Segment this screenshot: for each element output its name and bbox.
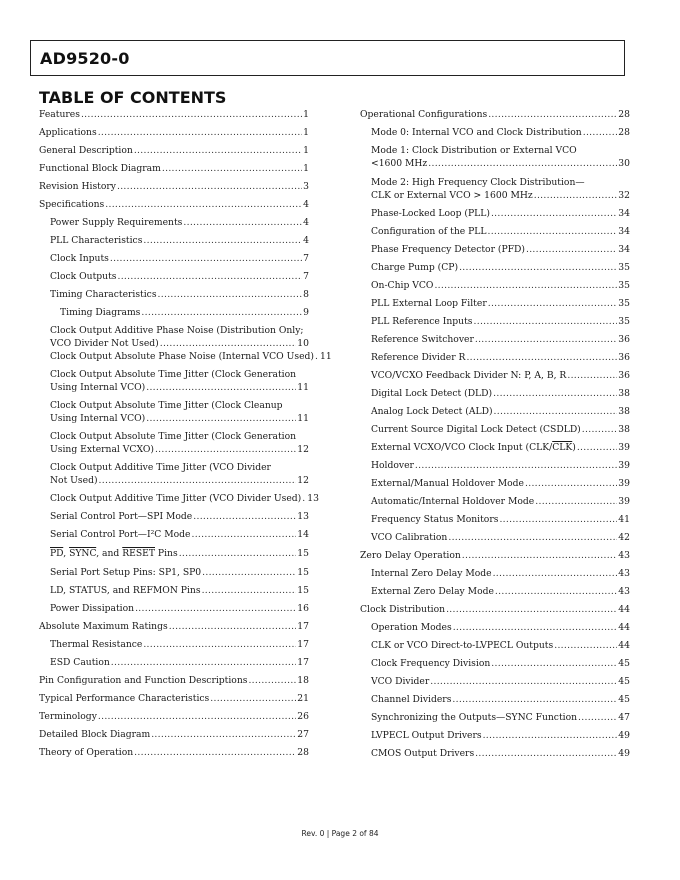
toc-entry-title: Internal Zero Delay Mode [371,568,492,579]
toc-entry[interactable] [360,513,630,526]
toc-page-number: 13 [297,511,309,522]
dot-leader [143,638,296,651]
toc-page-number: 18 [297,675,309,686]
toc-entry-title: Reference Divider R [371,352,466,363]
dot-leader [491,657,617,670]
toc-page-number: 14 [297,529,309,540]
toc-entry-title: External/Manual Holdover Mode [371,478,524,489]
toc-entry[interactable] [39,547,309,560]
toc-page-number: 21 [297,693,309,704]
toc-entry[interactable] [360,729,630,742]
toc-entry-title: Clock Output Additive Time Jitter (VCO Divider Used) [50,493,302,504]
dot-leader [110,252,302,265]
dot-leader [151,728,296,741]
toc-entry[interactable] [360,657,630,670]
toc-entry-title-part: $\overline{CLK}$ [552,442,573,453]
dot-leader [146,381,296,394]
toc-entry[interactable] [360,441,630,454]
toc-entry-title: Features [39,109,80,120]
dot-leader [117,270,302,283]
toc-entry-title: Using External VCXO) [50,444,154,455]
toc-page-number: 17 [297,639,309,650]
dot-leader [487,225,617,238]
toc-entry-title: Clock Output Additive Phase Noise (Distribution Only; [50,325,304,336]
toc-entry-title: Typical Performance Characteristics [39,693,210,704]
toc-entry-title: Using Internal VCO) [50,413,146,424]
dot-leader [488,297,618,310]
document-header [30,40,625,76]
toc-page-number: 42 [618,532,630,543]
toc-entry[interactable] [39,528,309,541]
dot-leader [430,675,617,688]
toc-entry[interactable] [360,333,630,346]
toc-entry[interactable] [360,495,630,508]
toc-entry[interactable] [39,252,309,265]
toc-entry[interactable] [360,369,630,382]
toc-page-number: 11 [297,382,309,393]
dot-leader [415,459,617,472]
dot-leader [169,620,297,633]
toc-entry[interactable] [39,728,309,741]
toc-entry[interactable] [39,461,309,487]
dot-leader [134,746,296,759]
toc-entry-title: On-Chip VCO [371,280,434,291]
toc-entry[interactable] [360,243,630,256]
toc-page-number: 43 [618,586,630,597]
toc-entry[interactable] [360,711,630,724]
toc-entry[interactable] [39,746,309,759]
toc-entry-title: Phase Frequency Detector (PFD) [371,244,525,255]
toc-page-number: 43 [618,550,630,561]
toc-entry-title: Automatic/Internal Holdover Mode [371,496,535,507]
toc-entry-title: Digital Lock Detect (DLD) [371,388,493,399]
toc-entry[interactable] [39,198,309,211]
dot-leader [526,243,617,256]
dot-leader [105,198,302,211]
toc-entry-title: Clock Output Absolute Time Jitter (Clock Generation [50,369,297,380]
toc-entry-title: Operational Configurations [360,109,488,120]
toc-entry[interactable] [39,162,309,175]
toc-page-number: 44 [618,604,630,615]
toc-entry-title [50,547,178,560]
dot-leader [193,510,296,523]
toc-entry-title: PLL Reference Inputs [371,316,473,327]
toc-entry-title: Not Used) [50,475,98,486]
toc-page-number: 36 [618,334,630,345]
dot-leader [117,180,302,193]
toc-entry-title: Phase-Locked Loop (PLL) [371,208,490,219]
toc-entry-title: Power Dissipation [50,603,135,614]
toc-entry[interactable] [39,430,309,456]
dot-leader [462,549,618,562]
toc-page-number: 15 [297,585,309,596]
toc-page-number: 30 [618,158,630,169]
toc-page-number: 41 [618,514,630,525]
toc-entry[interactable] [39,710,309,723]
toc-page-number: 1 [303,163,309,174]
toc-page-number: 1 [303,127,309,138]
dot-leader [202,566,296,579]
toc-entry[interactable] [360,531,630,544]
dot-leader [146,412,296,425]
dot-leader [534,189,618,202]
toc-entry[interactable] [360,108,630,121]
toc-page-number: 32 [618,190,630,201]
toc-entry-title: VCO Calibration [371,532,448,543]
toc-page-number: 11 [297,413,309,424]
toc-entry-title: External Zero Delay Mode [371,586,494,597]
toc-page-number: 35 [618,262,630,273]
dot-leader [158,288,303,301]
toc-entry-title: Terminology [39,711,97,722]
toc-entry-title: CMOS Output Drivers [371,748,475,759]
toc-entry-title: Theory of Operation [39,747,134,758]
toc-page-number: 4 [303,199,309,210]
toc-entry[interactable] [39,350,332,363]
dot-leader [491,207,617,220]
toc-page-number: 8 [303,289,309,300]
toc-page-number: 10 [297,338,309,349]
toc-entry-title: Clock Outputs [50,271,117,282]
toc-entry-title-part: External VCXO/VCO Clock Input (CLK/ [371,442,553,453]
dot-leader [493,567,618,580]
toc-entry[interactable] [39,584,309,597]
toc-entry-title: Reference Switchover [371,334,474,345]
toc-page-number: 28 [618,109,630,120]
dot-leader [98,126,302,139]
toc-entry[interactable] [39,180,309,193]
toc-entry-title: Serial Control Port—I²C Mode [50,529,191,540]
toc-entry-title: PLL Characteristics [50,235,143,246]
toc-entry-title: Revision History [39,181,116,192]
toc-page-number: 34 [618,208,630,219]
toc-entry-title: Clock Inputs [50,253,109,264]
dot-leader [315,350,319,363]
dot-leader [179,547,297,560]
toc-entry[interactable] [360,621,630,634]
dot-leader [578,711,617,724]
toc-entry-title: LVPECL Output Drivers [371,730,482,741]
toc-entry[interactable] [39,656,309,669]
toc-page-number: 28 [297,747,309,758]
dot-leader [494,405,618,418]
toc-page-number: 38 [618,406,630,417]
toc-entry-title: ESD Caution [50,657,110,668]
toc-page-number: 13 [307,493,319,504]
toc-page-number: 15 [297,567,309,578]
toc-page-number: 35 [618,298,630,309]
toc-entry[interactable] [39,108,309,121]
dot-leader [141,306,302,319]
toc-entry[interactable] [360,675,630,688]
toc-entry-title: CLK or External VCO > 1600 MHz [371,190,533,201]
toc-page-number: 26 [297,711,309,722]
toc-entry[interactable] [360,315,630,328]
dot-leader [434,279,617,292]
toc-page-number: 9 [303,307,309,318]
toc-page-number: 39 [618,442,630,453]
toc-entry[interactable] [39,602,309,615]
dot-leader [183,216,302,229]
toc-entry-title: Timing Diagrams [60,307,141,318]
toc-entry[interactable] [360,549,630,562]
dot-leader [302,492,306,505]
toc-page-number: 45 [618,658,630,669]
dot-leader [143,234,302,247]
toc-entry[interactable] [39,692,309,705]
toc-entry[interactable] [360,603,630,616]
page-footer: Rev. 0 | Page 2 of 84 [301,829,379,838]
toc-entry-title: General Description [39,145,133,156]
toc-entry[interactable] [360,405,630,418]
dot-leader [155,443,296,456]
toc-page-number: 1 [303,109,309,120]
toc-entry[interactable] [39,674,309,687]
toc-entry[interactable] [360,126,630,139]
dot-leader [475,333,617,346]
toc-entry[interactable] [360,747,630,760]
toc-page-number: 44 [618,640,630,651]
toc-page-number: 35 [618,280,630,291]
toc-entry[interactable] [360,585,630,598]
toc-page-number: 17 [297,657,309,668]
toc-page-number: 34 [618,244,630,255]
toc-entry-title: Current Source Digital Lock Detect (CSDLD) [371,424,581,435]
toc-entry[interactable] [39,399,309,425]
toc-entry[interactable] [360,459,630,472]
toc-entry-title: Thermal Resistance [50,639,143,650]
toc-entry-title: Synchronizing the Outputs—SYNC Function [371,712,578,723]
document-id: AD9520-0 [40,49,130,68]
toc-entry[interactable] [360,351,630,364]
toc-entry-title: CLK or VCO Direct-to-LVPECL Outputs [371,640,554,651]
toc-entry[interactable] [360,144,630,170]
toc-entry-title-part: $\overline{PD}$ [50,548,64,559]
toc-entry-title [371,441,576,454]
toc-entry[interactable] [39,144,309,157]
toc-entry-title: Holdover [371,460,414,471]
toc-page-number: 44 [618,622,630,633]
toc-entry-title-part: RESET [122,548,155,559]
toc-entry[interactable] [360,423,630,436]
toc-entry-title: VCO/VCXO Feedback Divider N: P, A, B, R [371,370,567,381]
toc-entry[interactable] [360,225,630,238]
toc-entry-title: VCO Divider Not Used) [50,338,159,349]
toc-heading: TABLE OF CONTENTS [39,88,227,107]
toc-entry-title: Mode 1: Clock Distribution or External VCO [371,145,577,156]
toc-entry-title: Absolute Maximum Ratings [39,621,168,632]
dot-leader [162,162,302,175]
toc-entry-title: PLL External Loop Filter [371,298,487,309]
dot-leader [582,423,618,436]
toc-entry-title: Pin Configuration and Function Descriptions [39,675,248,686]
dot-leader [499,513,617,526]
toc-entry[interactable] [360,279,630,292]
toc-entry[interactable] [39,510,309,523]
toc-page-number: 36 [618,370,630,381]
toc-entry-title: Detailed Block Diagram [39,729,151,740]
toc-entry-title-part: SYNC [69,548,97,559]
toc-entry-title: Clock Frequency Division [371,658,491,669]
toc-page-number: 38 [618,388,630,399]
toc-entry[interactable] [360,297,630,310]
toc-page-number: 34 [618,226,630,237]
toc-entry-title-part: ) [572,442,576,453]
toc-entry[interactable] [39,288,309,301]
toc-page-number: 28 [618,127,630,138]
dot-leader [493,387,617,400]
toc-entry[interactable] [39,234,309,247]
toc-entry[interactable] [39,306,309,319]
toc-page-number: 47 [618,712,630,723]
toc-entry[interactable] [39,492,319,505]
dot-leader [459,261,617,274]
toc-entry-title: Functional Block Diagram [39,163,161,174]
dot-leader [98,710,296,723]
toc-entry-title: Operation Modes [371,622,452,633]
toc-entry-title: Serial Port Setup Pins: SP1, SP0 [50,567,202,578]
toc-entry-title: Mode 2: High Frequency Clock Distribution— [371,177,585,188]
toc-entry[interactable] [39,368,309,394]
toc-page-number: 4 [303,217,309,228]
toc-page-number: 3 [303,181,309,192]
toc-page-number: 1 [303,145,309,156]
toc-entry[interactable] [360,477,630,490]
toc-entry-title: Serial Control Port—SPI Mode [50,511,193,522]
toc-entry-title: Power Supply Requirements [50,217,183,228]
dot-leader [567,369,617,382]
toc-entry[interactable] [39,270,309,283]
toc-page-number: 12 [297,475,309,486]
toc-entry[interactable] [39,638,309,651]
dot-leader [81,108,302,121]
toc-entry-title: Charge Pump (CP) [371,262,459,273]
toc-page-number: 17 [297,621,309,632]
dot-leader [525,477,617,490]
dot-leader [466,351,617,364]
toc-entry-title: Channel Dividers [371,694,452,705]
dot-leader [474,315,618,328]
toc-entry-title: LD, STATUS, and REFMON Pins [50,585,201,596]
toc-entry[interactable] [360,387,630,400]
toc-entry-title: Frequency Status Monitors [371,514,499,525]
dot-leader [452,693,617,706]
toc-entry-title: Clock Distribution [360,604,446,615]
dot-leader [483,729,618,742]
dot-leader [583,126,618,139]
toc-entry-title: Clock Output Absolute Phase Noise (Internal VCO Used) [50,351,314,362]
toc-entry-title: Clock Output Additive Time Jitter (VCO Divider [50,462,271,473]
dot-leader [475,747,617,760]
dot-leader [488,108,617,121]
toc-page-number: 27 [297,729,309,740]
toc-page-number: 7 [303,271,309,282]
dot-leader [99,474,297,487]
toc-entry[interactable] [360,176,630,202]
dot-leader [448,531,617,544]
toc-entry[interactable] [39,126,309,139]
toc-page-number: 4 [303,235,309,246]
toc-entry-title: Specifications [39,199,105,210]
toc-entry-title-part: Pins [155,548,178,559]
toc-entry-title: Analog Lock Detect (ALD) [371,406,493,417]
toc-page-number: 7 [303,253,309,264]
toc-page-number: 39 [618,460,630,471]
dot-leader [446,603,617,616]
toc-page-number: 16 [297,603,309,614]
toc-entry-title: VCO Divider [371,676,430,687]
toc-entry[interactable] [360,261,630,274]
dot-leader [135,602,296,615]
toc-entry[interactable] [39,620,309,633]
toc-entry-title: Zero Delay Operation [360,550,461,561]
toc-entry-title: Applications [39,127,97,138]
toc-entry[interactable] [39,216,309,229]
toc-entry-title-part: , [63,548,70,559]
toc-entry-title-part: , and [96,548,123,559]
toc-page-number: 12 [297,444,309,455]
toc-entry[interactable] [360,567,630,580]
toc-page-number: 39 [618,496,630,507]
toc-page-number: 35 [618,316,630,327]
toc-page-number: 39 [618,478,630,489]
toc-page-number: 15 [297,548,309,559]
toc-entry[interactable] [360,207,630,220]
toc-page-number: 11 [319,351,332,362]
toc-entry[interactable] [360,639,630,652]
toc-entry-title: Timing Characteristics [50,289,157,300]
toc-entry[interactable] [360,693,630,706]
toc-entry-title: Mode 0: Internal VCO and Clock Distribution [371,127,582,138]
toc-entry-title: Clock Output Absolute Time Jitter (Clock Generation [50,431,297,442]
toc-entry[interactable] [39,324,309,350]
toc-entry[interactable] [39,566,309,579]
dot-leader [191,528,296,541]
dot-leader [577,441,617,454]
toc-entry-title: Using Internal VCO) [50,382,146,393]
toc-page-number: 45 [618,694,630,705]
dot-leader [554,639,617,652]
dot-leader [160,337,297,350]
toc-page-number: 38 [618,424,630,435]
dot-leader [134,144,302,157]
toc-entry-title: Configuration of the PLL [371,226,487,237]
toc-page-number: 49 [618,730,630,741]
dot-leader [210,692,296,705]
toc-page-number: 43 [618,568,630,579]
toc-entry-title: <1600 MHz [371,158,428,169]
dot-leader [535,495,617,508]
dot-leader [495,585,617,598]
dot-leader [428,157,617,170]
toc-page-number: 45 [618,676,630,687]
dot-leader [202,584,297,597]
toc-entry-title: Clock Output Absolute Time Jitter (Clock Cleanup [50,400,283,411]
dot-leader [248,674,296,687]
toc-page-number: 36 [618,352,630,363]
toc-page-number: 49 [618,748,630,759]
dot-leader [111,656,297,669]
dot-leader [453,621,618,634]
